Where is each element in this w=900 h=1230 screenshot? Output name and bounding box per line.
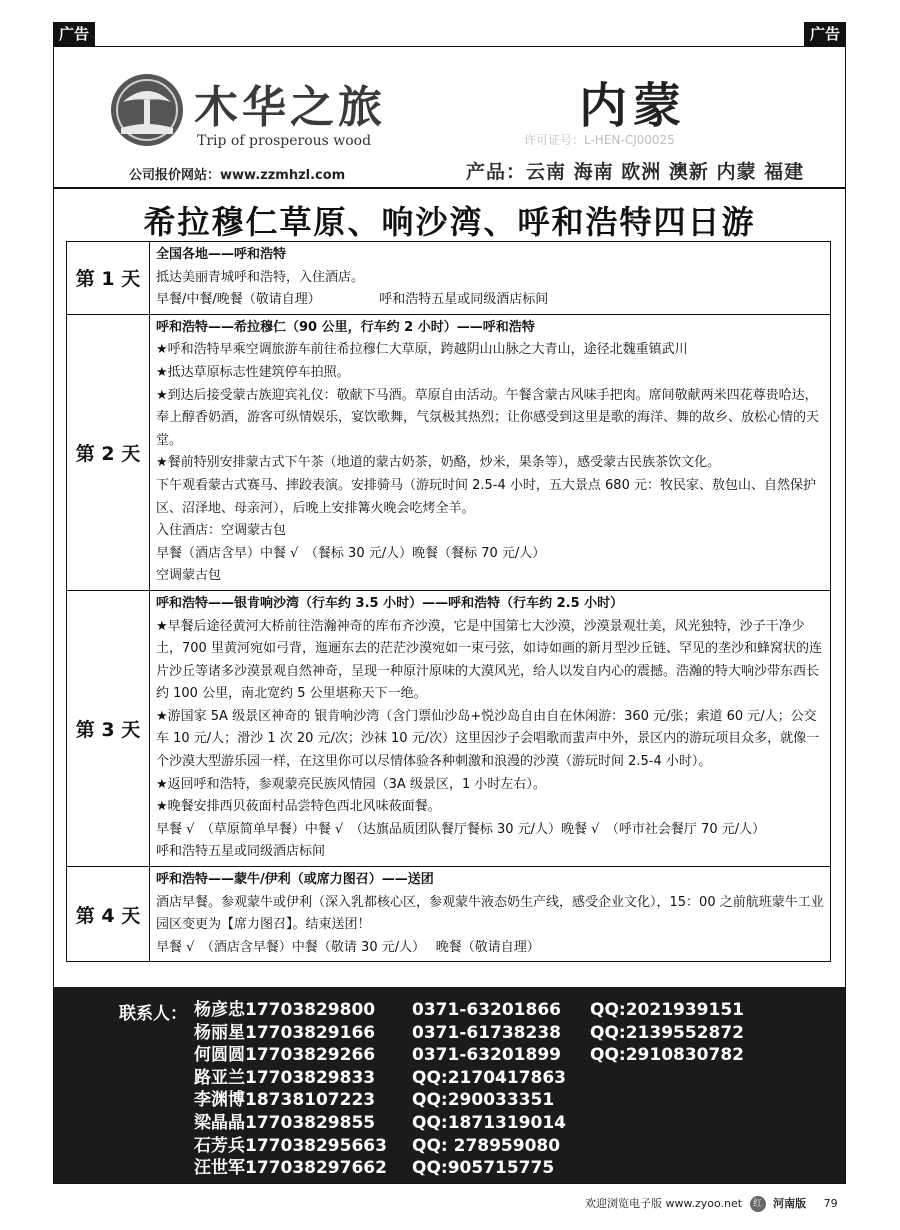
day-text: 抵达美丽青城呼和浩特，入住酒店。 [156, 269, 365, 285]
day-label: 第 1 天 [67, 242, 150, 315]
meal-line: 早餐（酒店含早）中餐 √ （餐标 30 元/人）晚餐（餐标 70 元/人） [156, 545, 546, 561]
contact-qq: QQ:2910830782 [590, 1045, 744, 1066]
day-text: ★返回呼和浩特，参观蒙亮民族风情园（3A 级景区，1 小时左右）。 [156, 776, 546, 792]
top-bar [53, 22, 846, 46]
contact-row [194, 999, 834, 1022]
route-title: 呼和浩特——希拉穆仁（90 公里，行车约 2 小时）——呼和浩特 [156, 319, 535, 335]
contact-row [194, 1022, 834, 1045]
day-text: ★呼和浩特早乘空调旅游车前往希拉穆仁大草原，跨越阴山山脉之大青山，途径北魏重镇武川 [156, 342, 688, 358]
day-text: 入住酒店：空调蒙古包 [156, 523, 287, 539]
day-label: 第 3 天 [67, 590, 150, 866]
day-label: 第 4 天 [67, 867, 150, 962]
page-title: 希拉穆仁草原、响沙湾、呼和浩特四日游 [143, 203, 756, 241]
ad-tag-left: 广告 [53, 22, 95, 46]
day-text: ★早餐后途径黄河大桥前往浩瀚神奇的库布齐沙漠，它是中国第七大沙漠，沙漠景观壮美，风光独特，沙子干净少土，700 里黄河宛如弓背，迤逦东去的茫茫沙漠宛如一束弓弦，如诗如画的新月型沙丘链、罕见的垄沙和蜂窝状的连片沙丘等诸多沙漠景观自然神奇，呈现一种原汁原味的大漠风光，给人以发自内心的震撼。浩瀚的特大响沙带东西长约 100 公里，南北宽约 5 公里堪称天下一绝。 [156, 618, 822, 702]
day-text: 下午观看蒙古式赛马、摔跤表演。安排骑马（游玩时间 2.5-4 小时，五大景点 680 元：牧民家、敖包山、自然保护区、沼泽地、母亲河），后晚上安排篝火晚会吃烤全羊。 [156, 477, 816, 516]
day-text: ★晚餐安排西贝莜面村品尝特色西北风味莜面餐。 [156, 799, 441, 815]
contact-name-phone: 何圆圆17703829266 [194, 1045, 376, 1066]
contact-tel: 0371-61738238 [412, 1022, 561, 1043]
contact-section [54, 987, 845, 1183]
contact-qq: QQ:2139552872 [590, 1022, 744, 1043]
day-label: 第 2 天 [67, 314, 150, 590]
brand-slogan: Trip of prosperous wood [197, 133, 372, 149]
contact-row [194, 1112, 834, 1135]
day-text: ★抵达草原标志性建筑停车拍照。 [156, 364, 350, 380]
meal-line: 早餐 √ （草原简单早餐）中餐 √ （达旗品质团队餐厅餐标 30 元/人）晚餐 √ （呼市社会餐厅 70 元/人） [156, 821, 766, 837]
contact-name-phone: 石芳兵177038295663 [194, 1135, 387, 1156]
contact-tel: 0371-63201899 [412, 1045, 561, 1066]
contact-row [194, 1089, 834, 1112]
edition-name: 河南版 [773, 1197, 807, 1210]
meal-line: 早餐 √ （酒店含早餐）中餐（敬请 30 元/人） 晚餐（敬请自理） [156, 939, 540, 955]
brand-name: 木华之旅 [194, 82, 386, 133]
contact-name-phone: 杨丽星17703829166 [194, 1022, 376, 1043]
page-number: 79 [823, 1197, 838, 1210]
license-number: 许可证号：L-HEN-CJ00025 [524, 133, 675, 147]
contact-list [194, 999, 834, 1180]
table-row [67, 867, 831, 962]
region-title: 内蒙 [579, 78, 688, 134]
day-text: ★游国家 5A 级景区神奇的 银肯响沙湾（含门票仙沙岛+悦沙岛自由自在休闲游：360 元/张；索道 60 元/人；公交车 10 元/人；滑沙 1 次 20 元/次；沙袜 10 元/次）这里因沙子会唱歌而蜚声中外，景区内的游玩项目众多，就像一个沙漠大型游乐园一样，在这里你可以尽情体验各种刺激和浪漫的沙漠（游玩时间 2.5-4 小时）。 [156, 708, 820, 770]
contact-label: 联系人： [119, 1004, 187, 1024]
day-details [150, 590, 831, 866]
meal-line: 早餐/中餐/晚餐（敬请自理） 呼和浩特五星或同级酒店标间 [156, 292, 549, 308]
contact-qq: QQ: 278959080 [412, 1135, 561, 1156]
website-link[interactable]: 公司报价网站：www.zzmhzl.com [129, 168, 346, 183]
day-details [150, 314, 831, 590]
day-details [150, 867, 831, 962]
contact-name-phone: 梁晶晶17703829855 [194, 1112, 376, 1133]
contact-name-phone: 汪世军177038297662 [194, 1158, 387, 1179]
contact-qq: QQ:2170417863 [412, 1067, 566, 1088]
route-title: 呼和浩特——蒙牛/伊利（或席力图召）——送团 [156, 872, 434, 888]
contact-name-phone: 杨彦忠17703829800 [194, 1000, 376, 1020]
table-row [67, 314, 831, 590]
route-title: 全国各地——呼和浩特 [156, 247, 287, 262]
day-text: ★到达后接受蒙古族迎宾礼仪：敬献下马酒。草原自由活动。午餐含蒙古风味手把肉。席间敬献两米四花尊贵哈达，奉上醇香奶酒，游客可纵情娱乐，宴饮歌舞，气氛极其热烈；让你感受到这里是歌的海洋、舞的故乡、放松心情的天堂。 [156, 387, 820, 448]
day-text: 酒店早餐。参观蒙牛或伊利（深入乳都核心区，参观蒙牛液态奶生产线，感受企业文化），15：00 之前航班蒙牛工业园区变更为【席力图召】。结束送团！ [156, 894, 824, 933]
contact-row [194, 1067, 834, 1090]
product-lines: 产品：云南 海南 欧洲 澳新 内蒙 福建 [466, 161, 805, 183]
contact-row [194, 1135, 834, 1158]
day-text: ★餐前特别安排蒙古式下午茶（地道的蒙古奶茶，奶酪，炒米，果条等），感受蒙古民族茶饮文化。 [156, 455, 721, 471]
contact-row [194, 1157, 834, 1180]
header [54, 47, 845, 187]
contact-name-phone: 路亚兰17703829833 [194, 1067, 376, 1088]
ad-tag-right: 广告 [804, 22, 846, 46]
contact-name-phone: 李渊博18738107223 [194, 1090, 376, 1111]
table-row [67, 242, 831, 315]
edition-badge-icon: 红 [750, 1196, 766, 1212]
table-row [67, 590, 831, 866]
day-details [150, 242, 831, 315]
contact-row [194, 1044, 834, 1067]
page-footer [585, 1195, 838, 1212]
tree-logo-icon [109, 72, 185, 148]
contact-qq: QQ:290033351 [412, 1090, 555, 1111]
footer-website[interactable]: 欢迎浏览电子版 www.zyoo.net [585, 1197, 743, 1210]
divider [54, 187, 845, 189]
itinerary-table [66, 241, 831, 962]
contact-qq: QQ:1871319014 [412, 1112, 566, 1133]
contact-tel: 0371-63201866 [412, 1000, 561, 1020]
advertisement-frame [53, 46, 846, 1184]
contact-qq: QQ:905715775 [412, 1158, 555, 1179]
contact-qq: QQ:2021939151 [590, 1000, 744, 1020]
accommodation-line: 空调蒙古包 [156, 568, 222, 584]
route-title: 呼和浩特——银肯响沙湾（行车约 3.5 小时）——呼和浩特（行车约 2.5 小时） [156, 595, 624, 611]
accommodation-line: 呼和浩特五星或同级酒店标间 [156, 844, 326, 860]
